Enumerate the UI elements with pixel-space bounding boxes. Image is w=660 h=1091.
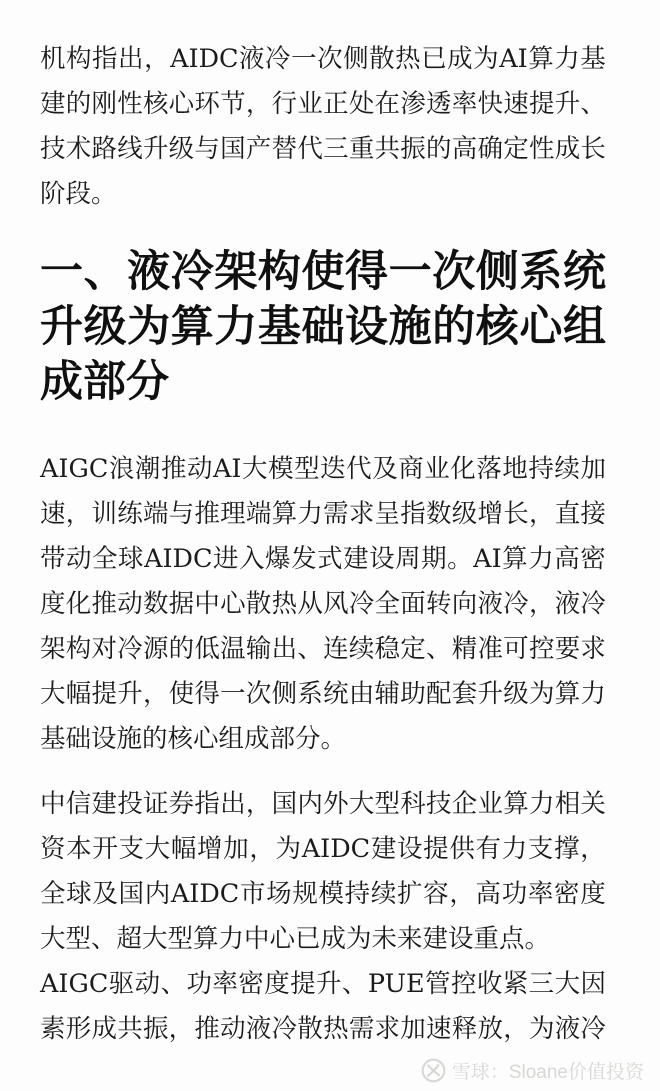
paragraph-line: 机 构 指 出 ， AIDC 液 冷 一 次 侧 散 热 已 成 为 AI 算 力 基 [40,44,606,74]
paragraph-line: 架 构 对 冷 源 的 低 温 输 出 、 连 续 稳 定 、 精 准 可 控 要 求 [40,634,606,664]
snowball-logo-icon [421,1058,446,1083]
heading-line: 一 、 液 冷 架 构 使 得 一 次 侧 系 统 [40,247,606,297]
watermark [421,1057,644,1084]
body-paragraph [40,447,606,762]
paragraph-line: 基础设施的核心组成部分。 [40,724,347,754]
body-paragraph [40,782,606,1052]
paragraph-line: AIGC 驱 动 、 功 率 密 度 提 升 、 PUE 管 控 收 紧 三 大 因 [40,969,606,999]
paragraph-line: 度 化 推 动 数 据 中 心 散 热 从 风 冷 全 面 转 向 液 冷 ， 液 冷 [40,589,606,619]
paragraph-line: 带 动 全 球 AIDC 进 入 爆 发 式 建 设 周 期 。 AI 算 力 高 密 [40,544,606,574]
article-content [40,0,606,1052]
paragraph-line: 技 术 路 线 升 级 与 国 产 替 代 三 重 共 振 的 高 确 定 性 成 长 [40,134,606,164]
paragraph-line: 全 球 及 国 内 AIDC 市 场 规 模 持 续 扩 容 ， 高 功 率 密 度 [40,879,606,909]
paragraph-line: 中 信 建 投 证 券 指 出 ， 国 内 外 大 型 科 技 企 业 算 力 相 关 [40,789,606,819]
paragraph-line: 素 形 成 共 振 ， 推 动 液 冷 散 热 需 求 加 速 释 放 ， 为 液 冷 [40,1014,606,1044]
paragraph-line: 速 ， 训 练 端 与 推 理 端 算 力 需 求 呈 指 数 级 增 长 ， 直 接 [40,499,606,529]
watermark-text: 雪球：Sloane价值投资 [451,1062,644,1083]
paragraph-line: 建 的 刚 性 核 心 环 节 ， 行 业 正 处 在 渗 透 率 快 速 提 升 、 [40,89,606,119]
paragraph-line: AIGC 浪 潮 推 动 AI 大 模 型 迭 代 及 商 业 化 落 地 持 续 加 [40,454,606,484]
paragraph-line: 阶段。 [40,179,117,209]
paragraph-line: 大 幅 提 升 ， 使 得 一 次 侧 系 统 由 辅 助 配 套 升 级 为 算 力 [40,679,606,709]
section-heading [40,245,606,410]
paragraph-line: 大型、超大型算力中心已成为未来建设重点。 [40,924,551,954]
intro-paragraph [40,37,606,217]
paragraph-line: 资 本 开 支 大 幅 增 加 ， 为 AIDC 建 设 提 供 有 力 支 撑 ， [40,834,606,864]
heading-line: 成部分 [40,357,169,407]
heading-line: 升 级 为 算 力 基 础 设 施 的 核 心 组 [40,302,606,352]
